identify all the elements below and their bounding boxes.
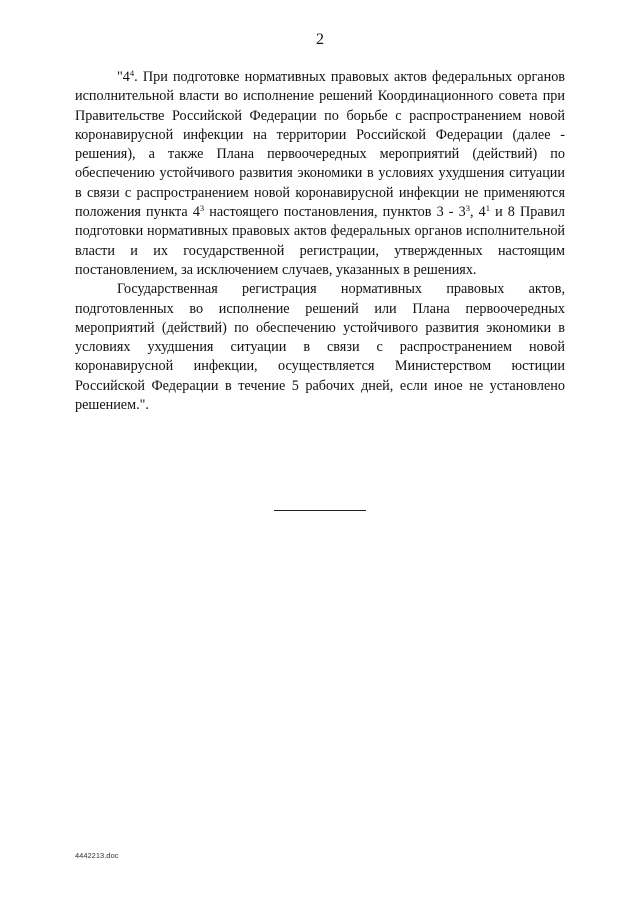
clause-number-prefix: "4 (117, 69, 130, 85)
page-number: 2 (316, 31, 324, 48)
end-divider-line (274, 510, 366, 511)
paragraph-1-text-part-3: , 4 (469, 204, 486, 221)
superscript: 3 (465, 203, 470, 214)
paragraph-1-text-part-2: настоящего постановления, пунктов 3 - 3 (204, 204, 466, 221)
superscript: 1 (485, 203, 490, 214)
document-file-id: 4442213.doc (75, 851, 119, 860)
paragraph-1-text-part-4: и 8 Правил подготовки нормативных правовых актов федеральных органов исполнительной власти и их государственной регистрации, утвержденных настоящим постановлением, за исключением случаев, указанных в решениях. (75, 204, 566, 278)
superscript: 3 (199, 203, 205, 214)
superscript: 4 (129, 68, 135, 78)
paragraph-2: Государственная регистрация нормативных правовых актов, подготовленных во исполнение решений или Плана первоочередных мероприятий (действий) по обеспечению устойчивого развития экономики в условиях ухудшения ситуации в связи с распространением новой коронавирусной инфекции, осуществляется Министерством юстиции Российской Федерации в течение 5 рабочих дней, если иное не установлено решением.". (75, 281, 565, 414)
document-body (75, 68, 565, 415)
paragraph-1 (75, 68, 565, 280)
paragraph-1-text-part-1: . При подготовке нормативных правовых актов федеральных органов исполнительной власти во исполнение решений Координационного совета при Правительстве Российской Федерации по борьбе с распространением новой коронавирусной инфекции на территории Российской Федерации (далее - решения), а также Плана первоочередных мероприятий (действий) по обеспечению устойчивого развития экономики в условиях ухудшения ситуации в связи с распространением новой коронавирусной инфекции не применяются положения пункта 4 (75, 69, 565, 221)
